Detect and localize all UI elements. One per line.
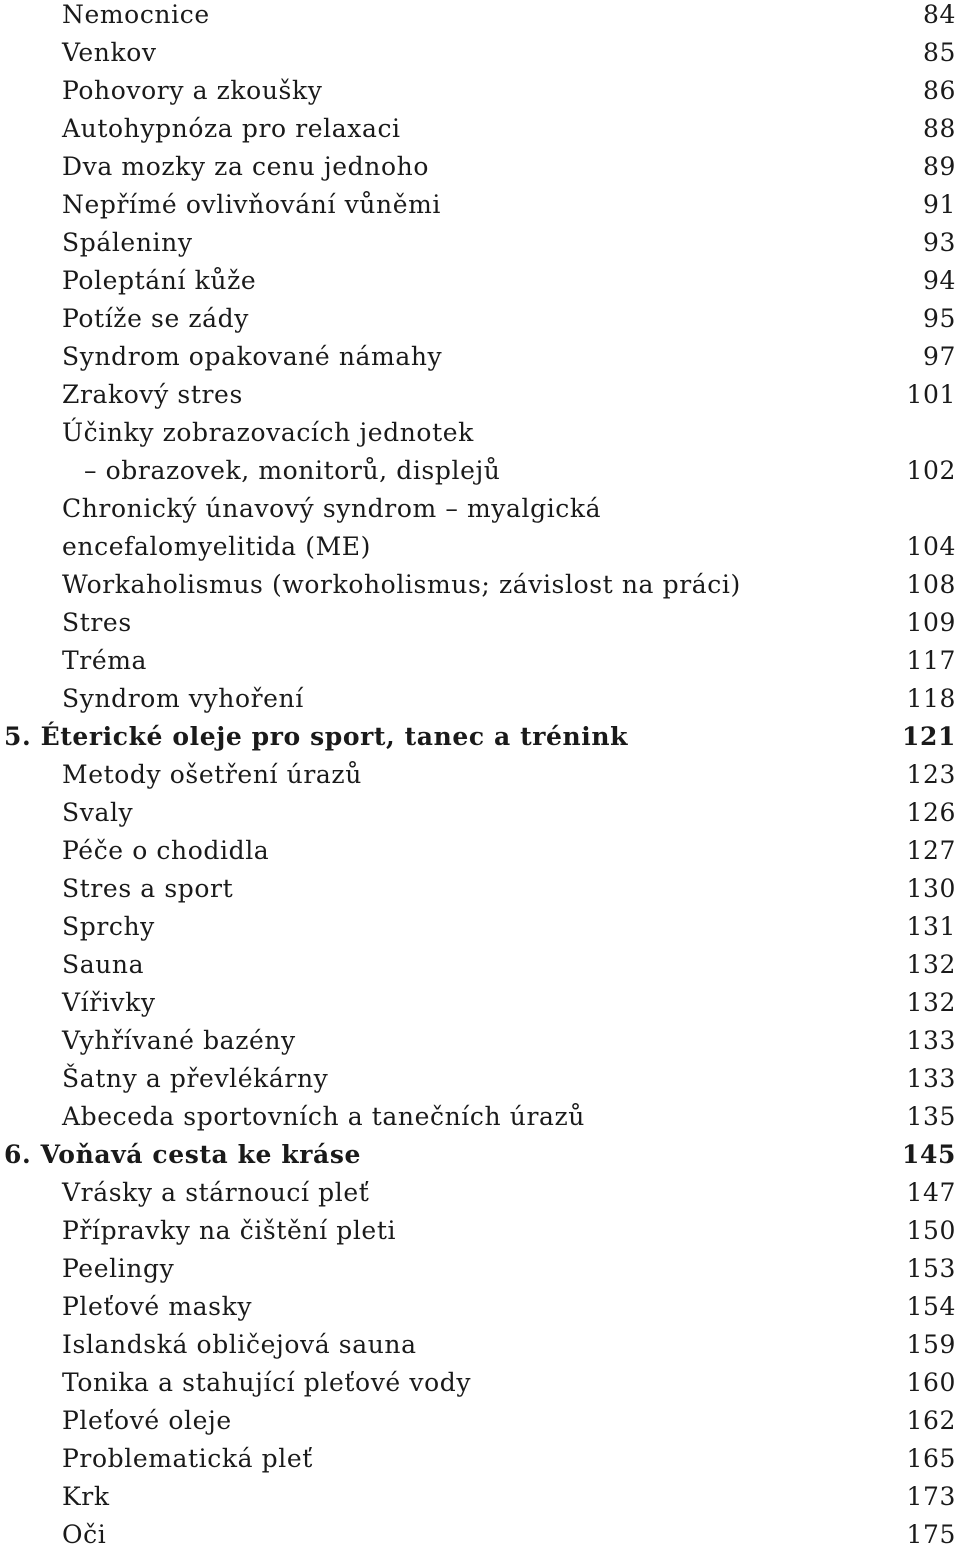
toc-entry-row xyxy=(0,570,960,608)
toc-page-number: 86 xyxy=(922,76,956,105)
toc-entry-title: Oči xyxy=(62,1520,107,1549)
toc-page-number: 160 xyxy=(906,1368,956,1397)
toc-entry-title: Spáleniny xyxy=(62,228,193,257)
toc-entry-title: Vyhřívané bazény xyxy=(62,1026,296,1055)
toc-entry-row xyxy=(0,228,960,266)
toc-entry-row xyxy=(0,608,960,646)
toc-page-number: 135 xyxy=(906,1102,956,1131)
toc-entry-title: Venkov xyxy=(62,38,157,67)
toc-page-number: 145 xyxy=(902,1140,956,1169)
toc-entry-row xyxy=(0,1330,960,1368)
toc-page-number: 102 xyxy=(906,456,956,485)
toc-entry-row xyxy=(0,304,960,342)
toc-page-number: 133 xyxy=(906,1026,956,1055)
toc-entry-row xyxy=(0,38,960,76)
toc-entry-row xyxy=(0,342,960,380)
toc-entry-title: Problematická pleť xyxy=(62,1444,313,1473)
toc-entry-row xyxy=(0,1064,960,1102)
toc-page-number: 89 xyxy=(922,152,956,181)
toc-page-number: 123 xyxy=(906,760,956,789)
toc-entry-title: Workaholismus (workoholismus; závislost na práci) xyxy=(62,570,741,599)
toc-page-number: 159 xyxy=(906,1330,956,1359)
toc-page-number: 173 xyxy=(906,1482,956,1511)
toc-entry-title: Sprchy xyxy=(62,912,155,941)
toc-page-number: 150 xyxy=(906,1216,956,1245)
toc-entry-row xyxy=(0,1026,960,1064)
toc-page-number: 108 xyxy=(906,570,956,599)
toc-page-number: 101 xyxy=(906,380,956,409)
toc-entry-row xyxy=(0,418,960,456)
toc-entry-title: Peelingy xyxy=(62,1254,175,1283)
toc-entry-title: Sauna xyxy=(62,950,145,979)
toc-entry-row xyxy=(0,874,960,912)
toc-entry-title: Vrásky a stárnoucí pleť xyxy=(62,1178,370,1207)
toc-entry-title: Vířivky xyxy=(62,988,156,1017)
toc-page-number: 109 xyxy=(906,608,956,637)
toc-entry-title: Účinky zobrazovacích jednotek xyxy=(62,418,474,447)
toc-entry-row xyxy=(0,950,960,988)
toc-entry-title: Svaly xyxy=(62,798,134,827)
toc-page-number: 85 xyxy=(922,38,956,67)
toc-entry-title: Nepřímé ovlivňování vůněmi xyxy=(62,190,442,219)
toc-chapter-title: 5. Éterické oleje pro sport, tanec a trénink xyxy=(4,722,629,751)
toc-page-number: 95 xyxy=(922,304,956,333)
toc-page-number: 118 xyxy=(906,684,956,713)
toc-entry-row xyxy=(0,836,960,874)
toc-page-number: 133 xyxy=(906,1064,956,1093)
toc-page-number: 130 xyxy=(906,874,956,903)
toc-page-number: 97 xyxy=(922,342,956,371)
toc-entry-row xyxy=(0,1102,960,1140)
toc-entry-row xyxy=(0,912,960,950)
toc-page-number: 147 xyxy=(906,1178,956,1207)
toc-entry-title: Abeceda sportovních a tanečních úrazů xyxy=(62,1102,585,1131)
toc-entry-title: Pleťové oleje xyxy=(62,1406,232,1435)
toc-entry-row xyxy=(0,1216,960,1254)
toc-entry-title: Islandská obličejová sauna xyxy=(62,1330,417,1359)
toc-page-number: 104 xyxy=(906,532,956,561)
toc-entry-title: Potíže se zády xyxy=(62,304,249,333)
toc-entry-row xyxy=(0,1444,960,1482)
toc-page-number: 165 xyxy=(906,1444,956,1473)
toc-chapter-title: 6. Voňavá cesta ke kráse xyxy=(4,1140,362,1169)
toc-entry-row xyxy=(0,266,960,304)
toc-entry-title: Stres a sport xyxy=(62,874,234,903)
toc-entry-row xyxy=(0,494,960,532)
toc-entry-title: Syndrom opakované námahy xyxy=(62,342,443,371)
toc-entry-title: Syndrom vyhoření xyxy=(62,684,304,713)
toc-entry-row xyxy=(0,684,960,722)
toc-entry-title: Stres xyxy=(62,608,132,637)
toc-entry-row xyxy=(0,1292,960,1330)
toc-entry-row xyxy=(0,190,960,228)
toc-entry-row xyxy=(0,1520,960,1558)
toc-entry-title: Nemocnice xyxy=(62,0,210,29)
toc-chapter-row xyxy=(0,722,960,760)
toc-page-number: 154 xyxy=(906,1292,956,1321)
toc-entry-row xyxy=(0,152,960,190)
toc-page-number: 91 xyxy=(922,190,956,219)
toc-entry-title: Šatny a převlékárny xyxy=(62,1064,329,1093)
toc-entry-row xyxy=(0,646,960,684)
toc-page-number: 117 xyxy=(906,646,956,675)
toc-page-number: 88 xyxy=(922,114,956,143)
toc-entry-row xyxy=(0,114,960,152)
toc-entry-row xyxy=(0,1482,960,1520)
toc-page-number: 127 xyxy=(906,836,956,865)
toc-page-number: 175 xyxy=(906,1520,956,1549)
toc-entry-title: Dva mozky za cenu jednoho xyxy=(62,152,429,181)
toc-entry-title: Péče o chodidla xyxy=(62,836,270,865)
toc-entry-row xyxy=(0,1406,960,1444)
toc-entry-row xyxy=(0,76,960,114)
toc-entry-row xyxy=(0,798,960,836)
toc-entry-row xyxy=(0,532,960,570)
toc-page-number: 84 xyxy=(922,0,956,29)
toc-entry-title: Zrakový stres xyxy=(62,380,243,409)
toc-page-number: 132 xyxy=(906,988,956,1017)
toc-entry-title: Pleťové masky xyxy=(62,1292,253,1321)
toc-entry-title: encefalomyelitida (ME) xyxy=(62,532,371,561)
toc-entry-row xyxy=(0,988,960,1026)
toc-entry-row xyxy=(0,0,960,38)
toc-chapter-row xyxy=(0,1140,960,1178)
toc-entry-title: Krk xyxy=(62,1482,110,1511)
toc-page-number: 94 xyxy=(922,266,956,295)
toc-entry-title: Metody ošetření úrazů xyxy=(62,760,362,789)
toc-entry-title: Pohovory a zkoušky xyxy=(62,76,323,105)
toc-entry-title: Tonika a stahující pleťové vody xyxy=(62,1368,472,1397)
toc-page-number: 162 xyxy=(906,1406,956,1435)
toc-entry-row xyxy=(0,380,960,418)
toc-entry-row xyxy=(0,760,960,798)
toc-page-number: 153 xyxy=(906,1254,956,1283)
toc-page-number: 132 xyxy=(906,950,956,979)
toc-entry-row xyxy=(0,1368,960,1406)
toc-entry-title: – obrazovek, monitorů, displejů xyxy=(84,456,501,485)
toc-entry-title: Poleptání kůže xyxy=(62,266,257,295)
toc-entry-title: Přípravky na čištění pleti xyxy=(62,1216,397,1245)
toc-entry-title: Tréma xyxy=(62,646,148,675)
toc-entry-row xyxy=(0,1178,960,1216)
toc-page-number: 126 xyxy=(906,798,956,827)
toc-page-number: 121 xyxy=(902,722,956,751)
toc-entry-title: Chronický únavový syndrom – myalgická xyxy=(62,494,602,523)
toc-entry-row xyxy=(0,1254,960,1292)
toc-page-number: 93 xyxy=(922,228,956,257)
toc-page-number: 131 xyxy=(906,912,956,941)
toc-entry-title: Autohypnóza pro relaxaci xyxy=(62,114,401,143)
toc-entry-row xyxy=(0,456,960,494)
